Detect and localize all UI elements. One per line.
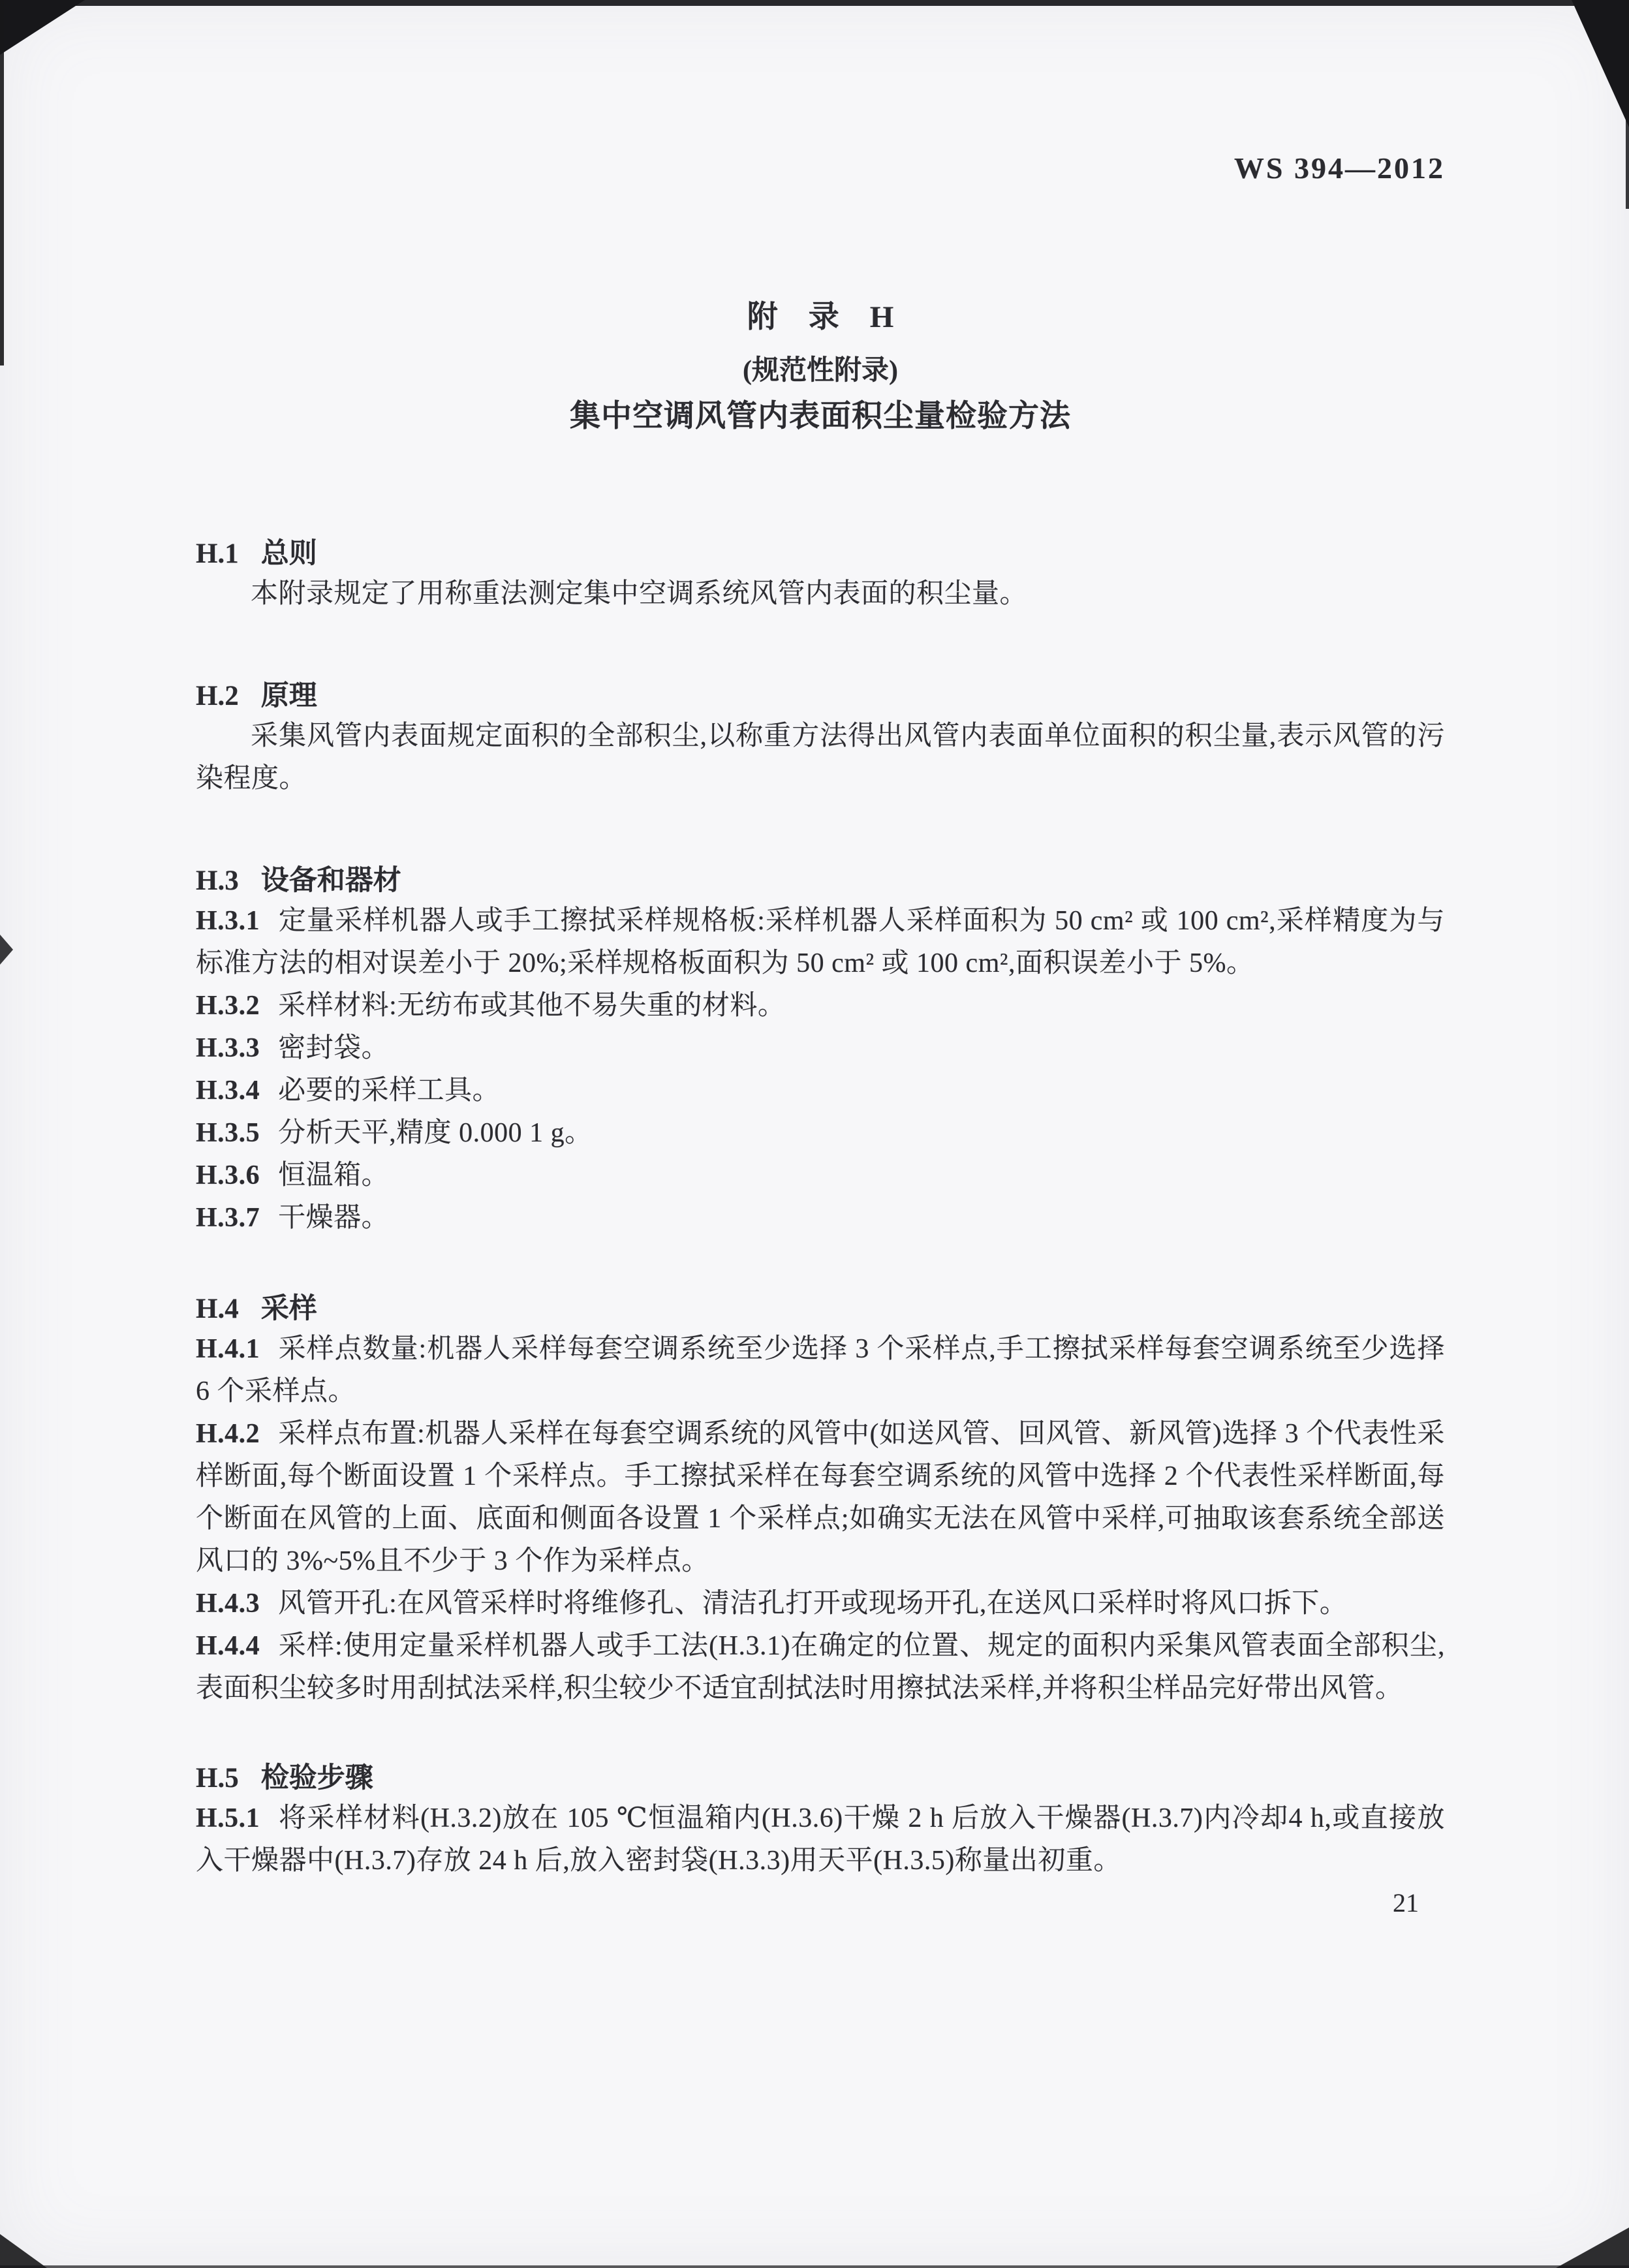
clause-number: H.4.1: [196, 1334, 260, 1364]
paragraph-h1-body: 本附录规定了用称重法测定集中空调系统风管内表面的积尘量。: [251, 579, 1028, 609]
clause-text: 分析天平,精度 0.000 1 g。: [278, 1118, 593, 1148]
clause-text: 将采样材料(H.3.2)放在 105 ℃恒温箱内(H.3.6)干燥 2 h 后放入干燥器(H.3.7)内冷却4 h,或直接放入干燥器中(H.3.7)存放 24 h 后,放入密封袋(H.3.3)用天平(H.3.5)称量出初重。: [196, 1803, 1445, 1876]
clause-h5-1: [196, 1797, 1445, 1882]
clause-text: 采样:使用定量采样机器人或手工法(H.3.1)在确定的位置、规定的面积内采集风管表面全部积尘,表面积尘较多时用刮拭法采样,积尘较少不适宜刮拭法时用擦拭法采样,并将积尘样品完好带出风管。: [196, 1631, 1445, 1703]
clause-h3-1: [196, 900, 1445, 985]
clause-text: 采样点数量:机器人采样每套空调系统至少选择 3 个采样点,手工擦拭采样每套空调系统至少选择 6 个采样点。: [196, 1334, 1445, 1406]
appendix-type: (规范性附录): [743, 356, 898, 386]
section-heading-h3: [196, 862, 1445, 900]
clause-h3-7: [196, 1197, 1445, 1239]
clause-h4-4: [196, 1625, 1445, 1710]
clause-h3-2: [196, 985, 1445, 1027]
clause-h4-1: [196, 1328, 1445, 1413]
clause-text: 干燥器。: [278, 1203, 390, 1233]
section-title: 采样: [260, 1294, 317, 1324]
section-title: 设备和器材: [260, 865, 401, 896]
clause-number: H.3.5: [196, 1118, 260, 1148]
section-number: H.3: [196, 865, 239, 896]
clause-number: H.3.6: [196, 1160, 260, 1190]
clause-text: 定量采样机器人或手工擦拭采样规格板:采样机器人采样面积为 50 cm² 或 100 cm²,采样精度为与标准方法的相对误差小于 20%;采样规格板面积为 50 cm² 或 100 cm²,面积误差小于 5%。: [196, 906, 1445, 978]
clause-text: 必要的采样工具。: [278, 1076, 501, 1106]
section-heading-h1: [196, 535, 1445, 573]
section-title: 原理: [260, 681, 317, 711]
page-number: 21: [1393, 1888, 1419, 1918]
section-title: 检验步骤: [260, 1763, 373, 1794]
clause-h3-3: [196, 1027, 1445, 1070]
section-number: H.1: [196, 538, 239, 569]
clause-text: 采样点布置:机器人采样在每套空调系统的风管中(如送风管、回风管、新风管)选择 3 个代表性采样断面,每个断面设置 1 个采样点。手工擦拭采样在每套空调系统的风管中选择 2 个代表性采样断面,每个断面在风管的上面、底面和侧面各设置 1 个采样点;如确实无法在风管中采样,可抽取该套系统全部送风口的 3%~5%且不少于 3 个作为采样点。: [196, 1419, 1445, 1576]
clause-h4-2: [196, 1413, 1445, 1583]
clause-text: 恒温箱。: [278, 1160, 390, 1190]
paragraph-h2-body: 采集风管内表面规定面积的全部积尘,以称重方法得出风管内表面单位面积的积尘量,表示风管的污染程度。: [196, 721, 1445, 794]
clause-number: H.4.3: [196, 1589, 260, 1619]
clause-text: 风管开孔:在风管采样时将维修孔、清洁孔打开或现场开孔,在送风口采样时将风口拆下。: [278, 1589, 1348, 1619]
clause-number: H.3.3: [196, 1033, 260, 1063]
clause-h4-3: [196, 1583, 1445, 1625]
clause-h3-5: [196, 1112, 1445, 1155]
section-heading-h2: [196, 677, 1445, 715]
section-number: H.2: [196, 681, 239, 711]
clause-number: H.4.2: [196, 1419, 260, 1449]
section-number: H.5: [196, 1763, 239, 1794]
clause-number: H.3.7: [196, 1203, 260, 1233]
section-heading-h5: [196, 1760, 1445, 1797]
clause-number: H.3.1: [196, 906, 260, 936]
appendix-label: 附 录 H: [747, 300, 894, 334]
clause-text: 密封袋。: [278, 1033, 390, 1063]
section-number: H.4: [196, 1294, 239, 1324]
section-heading-h4: [196, 1290, 1445, 1328]
clause-h3-6: [196, 1155, 1445, 1197]
clause-text: 采样材料:无纺布或其他不易失重的材料。: [278, 991, 786, 1021]
clause-number: H.4.4: [196, 1631, 260, 1661]
section-title: 总则: [260, 538, 317, 569]
clause-number: H.5.1: [196, 1803, 260, 1833]
clause-h3-4: [196, 1070, 1445, 1112]
clause-number: H.3.4: [196, 1076, 260, 1106]
clause-number: H.3.2: [196, 991, 260, 1021]
appendix-title: 集中空调风管内表面积尘量检验方法: [570, 399, 1071, 433]
standard-number: WS 394—2012: [1233, 151, 1445, 185]
